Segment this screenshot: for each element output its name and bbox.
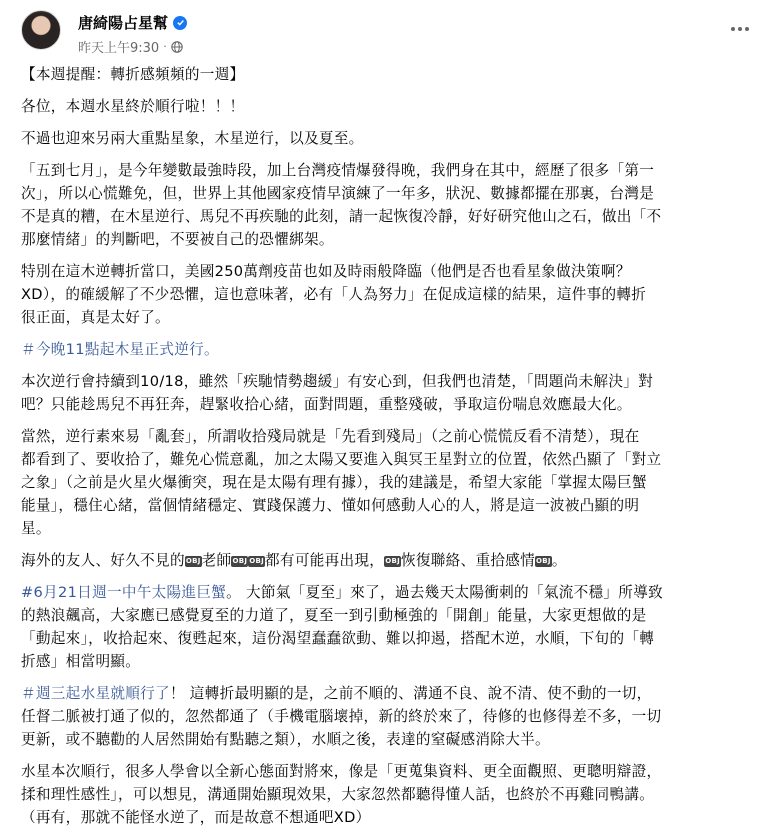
post-paragraph	[21, 760, 756, 829]
emoji-icon: OBJ	[385, 557, 400, 565]
post-timestamp[interactable]: 昨天上午9:30	[78, 41, 160, 56]
text-line: 「五到七月」，是今年變數最強時段，加上台灣疫情爆發得晚，我們身在其中，經歷了很多「第一	[21, 162, 655, 179]
post-paragraph	[21, 370, 756, 416]
post-content	[21, 63, 756, 838]
author-block	[78, 12, 187, 33]
post-paragraph: 不過也迎來另兩大重點星象，木星逆行，以及夏至。	[21, 130, 364, 147]
text-line: 「動起來」，收拾起來、復甦起來，這份渴望蠢蠢欲動、難以抑遏，搭配木逆，水順，下旬的「轉	[21, 630, 655, 647]
post-paragraph	[21, 159, 756, 251]
globe-icon[interactable]	[171, 41, 183, 53]
text-fragment: 海外的友人、好久不見的	[21, 552, 185, 569]
more-dot	[738, 27, 742, 31]
post-paragraph: 各位，本週水星終於順行啦！！！	[21, 98, 245, 115]
text-line: 能量」，穩住心緒，當個情緒穩定、實踐保護力、懂如何感動人心的人，將是這一波被凸顯的明	[21, 497, 640, 514]
text-line: 很正面，真是太好了。	[21, 309, 170, 326]
post-paragraph	[21, 549, 756, 572]
text-fragment: 。 大節氣「夏至」來了，過去幾天太陽衝刺的「氣流不穩」所導致	[226, 584, 663, 601]
text-fragment: 恢復聯絡、重拾感情	[400, 552, 536, 569]
emoji-icon: OBJ	[536, 557, 551, 565]
text-line: 那麼情緒」的判斷吧，不要被自己的恐懼綁架。	[21, 231, 334, 248]
emoji-icon: OBJ	[185, 557, 201, 565]
text-line	[21, 581, 756, 604]
post-header	[21, 10, 755, 60]
author-name[interactable]: 唐綺陽占星幫	[78, 14, 169, 32]
text-fragment: 。	[551, 552, 567, 569]
more-dot	[731, 27, 735, 31]
text-line: 都看到了、要收拾了，難免心慌意亂，加之太陽又要進入與冥王星對立的位置，依然凸顯了「對立	[21, 451, 662, 468]
text-line: 任督二脈被打通了似的，忽然都通了（手機電腦壞掉，新的終於來了，待修的也修得差不多，一切	[21, 708, 662, 725]
text-line: 折感」相當明顯。	[21, 653, 141, 670]
text-line: 揉和理性感性」，可以想見，溝通開始顯現效果，大家忽然都聽得懂人話，也終於不再雞同鴨講。	[21, 786, 655, 803]
text-line: 特別在這木逆轉折當口，美國250萬劑疫苗也如及時雨般降臨（他們是否也看星象做決策啊？	[21, 263, 631, 280]
meta-separator: ·	[163, 40, 167, 53]
text-line: XD），的確緩解了不少恐懼，這也意味著，必有「人為努力」在促成這樣的結果，這件事的轉折	[21, 286, 647, 303]
post-paragraph	[21, 338, 756, 361]
post-paragraph	[21, 581, 756, 673]
more-dot	[745, 27, 749, 31]
text-line: 更新，或不聽勸的人居然開始有點聽之類），水順之後，表達的窒礙感消除大半。	[21, 731, 550, 748]
text-line: 的熱浪飆高，大家應已感覺夏至的力道了，夏至一到引動極強的「開創」能量，大家更想做的是	[21, 607, 647, 624]
text-line	[21, 682, 756, 705]
text-line: 不是真的糟，在木星逆行、馬兒不再疾馳的此刻，請一起恢復冷靜，好好研究他山之石，做出「不	[21, 208, 662, 225]
verified-badge-icon	[173, 16, 187, 30]
emoji-icon: OBJ	[232, 557, 248, 565]
text-fragment: ！ 這轉折最明顯的是，之前不順的、溝通不良、說不清、使不動的一切，	[169, 685, 652, 702]
text-line: 水星本次順行，很多人學會以全新心態面對將來，像是「更蒐集資料、更全面觀照、更聰明辯證，	[21, 763, 662, 780]
text-fragment: 老師	[201, 552, 232, 569]
avatar[interactable]	[21, 10, 61, 50]
hashtag-link[interactable]: ＃週三起水星就順行了	[21, 685, 170, 702]
post-paragraph	[21, 260, 756, 329]
text-line: 吧？只能趁馬兒不再狂奔，趕緊收拾心緒，面對問題，重整殘破，爭取這份喘息效應最大化。	[21, 396, 632, 413]
text-line: 當然，逆行素來易「亂套」，所謂收拾殘局就是「先看到殘局」（之前心慌慌反看不清楚），現在	[21, 428, 640, 445]
hashtag-link[interactable]: ＃今晚11點起木星正式逆行。	[21, 341, 219, 358]
text-line: （再有，那就不能怪水逆了，而是故意不想通吧XD）	[21, 809, 371, 826]
more-options-icon[interactable]	[725, 14, 755, 44]
post-paragraph	[21, 425, 756, 540]
post-meta	[78, 37, 183, 56]
text-line: 之象」（之前是火星火爆衝突，現在是太陽有理有據），我的建議是，希望大家能「掌握太陽巨蟹	[21, 474, 647, 491]
post-paragraph: 【本週提醒：轉折感頻頻的一週】	[21, 66, 245, 83]
hashtag-link[interactable]: #6月21日週一中午太陽進巨蟹	[21, 584, 227, 601]
post-paragraph	[21, 682, 756, 751]
text-fragment: 都有可能再出現，	[265, 552, 385, 569]
emoji-icon: OBJ	[249, 557, 265, 565]
text-line: 星。	[21, 520, 51, 537]
text-line: 本次逆行會持續到10/18，雖然「疾馳情勢趨緩」有安心到，但我們也清楚，「問題尚未解決」對	[21, 373, 654, 390]
text-line: 次」，所以心慌難免，但，世界上其他國家疫情早演練了一年多，狀況、數據都擺在那裏，台灣是	[21, 185, 655, 202]
